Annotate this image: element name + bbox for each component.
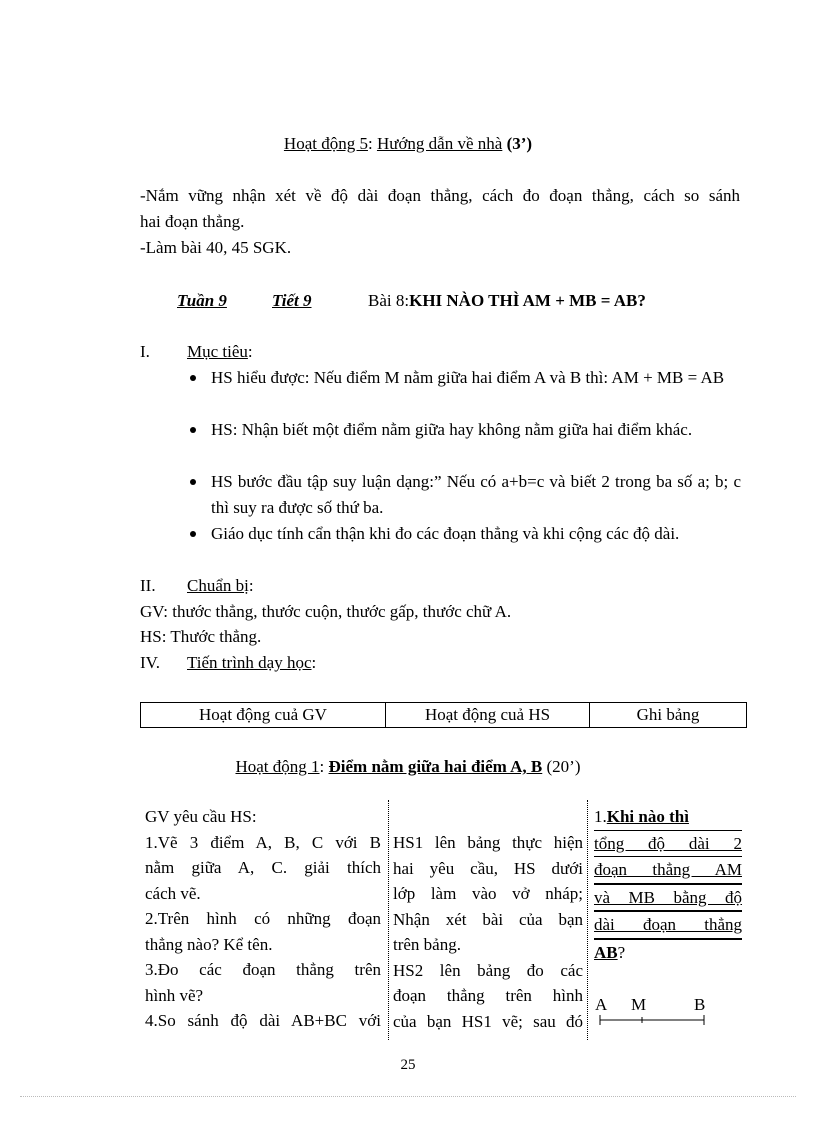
hs-line: lớp làm vào vở nháp;: [393, 884, 583, 903]
activity5-label: Hoạt động 5: [283, 134, 368, 153]
objective-item-2: HS: Nhận biết một điểm nằm giữa hay không nằm giữa hai điểm khác.: [211, 420, 693, 439]
activity5-colon: :: [367, 134, 373, 153]
point-b-label: B: [694, 995, 706, 1014]
page-bottom-divider: [20, 1096, 796, 1097]
board-text: Khi nào thì: [606, 807, 689, 826]
lesson-title-text: KHI NÀO THÌ AM + MB = AB?: [409, 291, 646, 310]
bullet-icon: [190, 427, 196, 433]
column-divider: [587, 800, 588, 1040]
bullet-icon: [190, 531, 196, 537]
hs-line: trên bảng.: [393, 935, 461, 954]
gv-line: 1.Vẽ 3 điểm A, B, C với B: [145, 832, 381, 852]
process-colon: :: [311, 653, 317, 672]
preparation-title: Chuẩn bị: [187, 576, 249, 595]
hs-line: hai yêu cầu, HS dưới: [393, 858, 583, 878]
period-text: Tiết 9: [272, 291, 312, 310]
board-text: đoạn thẳng AM: [594, 857, 742, 885]
lesson-title: [368, 288, 646, 314]
process-title: Tiến trình dạy học: [187, 653, 312, 672]
gv-line: cách vẽ.: [145, 883, 201, 903]
gv-line: 2.Trên hình có những đoạn: [145, 909, 381, 928]
header-board-label: Ghi bảng: [636, 705, 700, 724]
gv-line: 4.So sánh độ dài AB+BC với: [145, 1011, 381, 1030]
activity1-title: Điểm nằm giữa hai điểm A, B: [328, 757, 543, 776]
week-label: [177, 288, 227, 314]
gv-line: hình vẽ?: [145, 985, 204, 1005]
process-heading: [187, 650, 316, 676]
activity5-heading: [0, 131, 816, 157]
gv-line: thẳng nào? Kể tên.: [145, 934, 273, 954]
lesson-title-prefix: Bài 8:: [368, 291, 410, 310]
objectives-numeral: I.: [140, 342, 150, 361]
gv-column: [145, 804, 381, 1034]
point-a-label: A: [595, 995, 608, 1014]
activity1-colon: :: [319, 757, 325, 776]
column-divider: [388, 800, 389, 1040]
hs-line: đoạn thẳng trên hình: [393, 986, 583, 1005]
board-column: [594, 804, 742, 965]
preparation-hs: HS: Thước thẳng.: [140, 627, 262, 646]
preparation-colon: :: [248, 576, 254, 595]
hs-line: HS1 lên bảng thực hiện: [393, 833, 583, 852]
header-hs: [386, 703, 590, 728]
gv-line: 3.Đo các đoạn thẳng trên: [145, 960, 381, 979]
header-gv: [141, 703, 386, 728]
activity1-label: Hoạt động 1: [235, 757, 320, 776]
activity-table-header: [140, 702, 747, 728]
activity1-time: (20’): [546, 757, 581, 776]
page-number: 25: [400, 1057, 416, 1073]
gv-line: nằm giữa A, C. giải thích: [145, 858, 381, 877]
board-text: dài đoạn thẳng: [594, 912, 742, 940]
period-label: [272, 288, 312, 314]
hs-line: HS2 lên bảng đo các: [393, 960, 583, 980]
header-hs-label: Hoạt động cuả HS: [424, 705, 551, 724]
board-text: AB: [594, 942, 618, 962]
board-question-mark: ?: [617, 942, 626, 962]
board-question-number: 1.: [594, 807, 607, 826]
segment-line: [594, 1014, 714, 1028]
activity1-heading: [0, 754, 816, 780]
header-board: [590, 703, 747, 728]
preparation-gv: GV: thước thẳng, thước cuộn, thước gấp, thước chữ A.: [140, 602, 512, 621]
activity5-title: Hướng dẫn về nhà: [376, 134, 503, 153]
objective-item-1: HS hiểu được: Nếu điểm M nằm giữa hai điểm A và B thì: AM + MB = AB: [211, 368, 725, 387]
objectives-heading: [187, 339, 253, 365]
board-text: tổng độ dài 2: [594, 831, 742, 858]
bullet-icon: [190, 375, 196, 381]
board-text: và MB bằng độ: [594, 885, 742, 913]
process-numeral: IV.: [140, 653, 160, 672]
header-gv-label: Hoạt động cuả GV: [199, 705, 327, 724]
homework-line-1: -Nắm vững nhận xét về độ dài đoạn thẳng, cách đo đoạn thẳng, cách so sánh: [140, 186, 740, 205]
homework-line-2: hai đoạn thẳng.: [140, 212, 245, 231]
board-line-1: [594, 804, 742, 831]
homework-line-3: -Làm bài 40, 45 SGK.: [140, 238, 292, 257]
week-text: Tuần 9: [177, 291, 227, 310]
preparation-numeral: II.: [140, 576, 156, 595]
activity5-time: (3’): [506, 134, 533, 153]
objective-item-3: HS bước đầu tập suy luận dạng:” Nếu có a+b=c và biết 2 trong ba số a; b; c thì suy ra được số thứ ba.: [211, 472, 741, 517]
bullet-icon: [190, 479, 196, 485]
gv-line: GV yêu cầu HS:: [145, 807, 257, 826]
objective-item-4: Giáo dục tính cẩn thận khi đo các đoạn thẳng và khi cộng các độ dài.: [211, 524, 680, 543]
objectives-colon: :: [247, 342, 253, 361]
segment-diagram: [594, 992, 744, 1032]
hs-line: Nhận xét bài của bạn: [393, 909, 583, 929]
point-m-label: M: [631, 995, 647, 1014]
preparation-heading: [187, 573, 254, 599]
hs-column: [393, 830, 583, 1034]
hs-line: của bạn HS1 vẽ; sau đó: [393, 1011, 583, 1031]
objectives-title: Mục tiêu: [187, 342, 248, 361]
